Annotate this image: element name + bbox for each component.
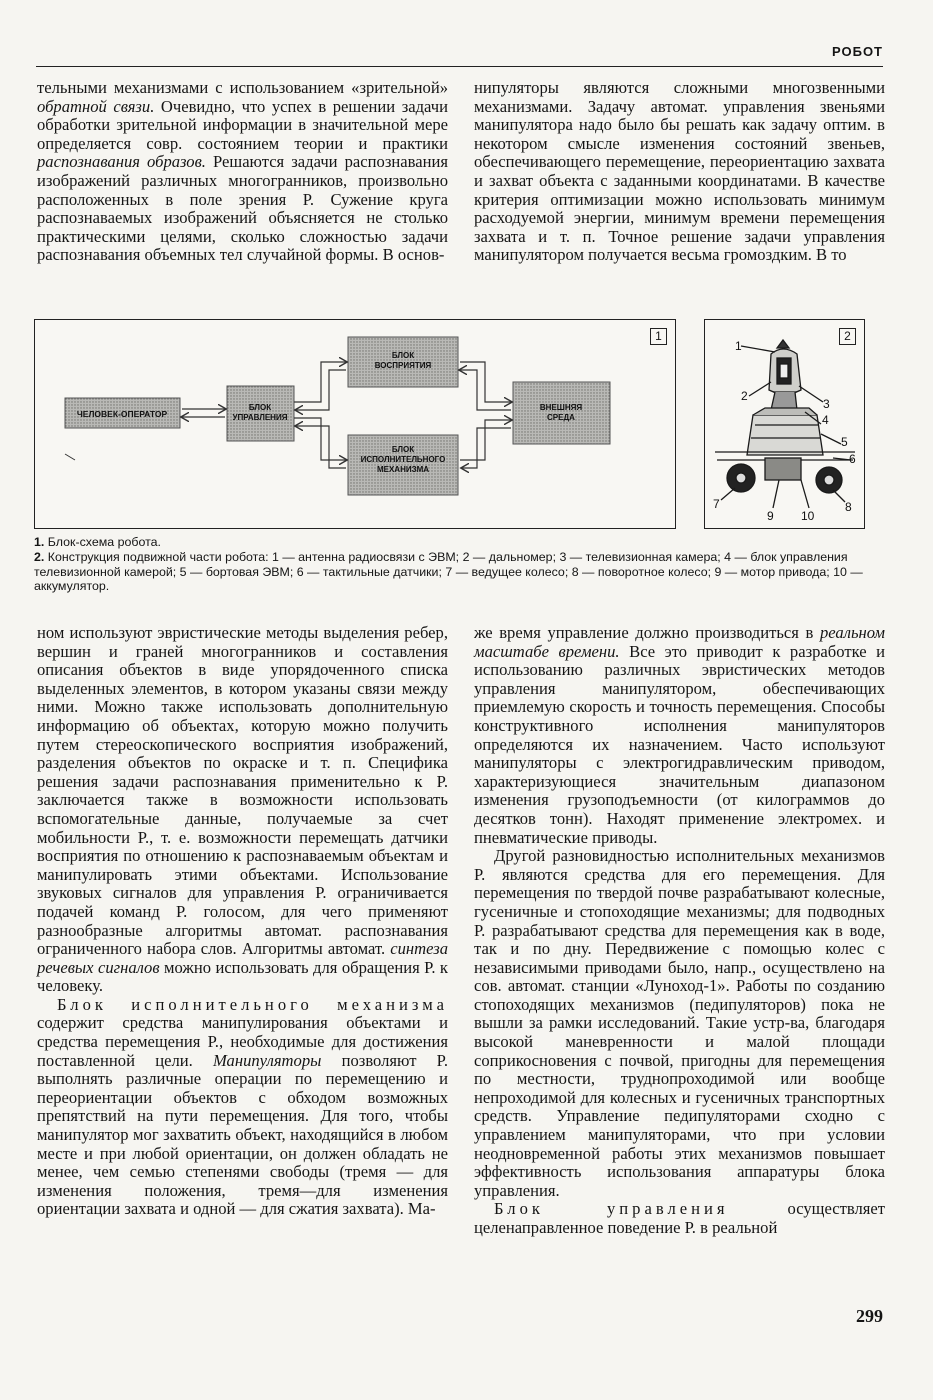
label-7: 7 <box>713 497 720 511</box>
control-label-2: УПРАВЛЕНИЯ <box>232 413 288 422</box>
executive-label-3: МЕХАНИЗМА <box>376 465 430 474</box>
paragraph: тельными механизмами с использованием «зрительной» обратной связи. Очевидно, что успех в решении задачи обработки зрительной информации в значительной мере определяется совр. состоянием теории и практики распознавания образов. Решаются задачи распознавания изображений различных многогранников, произвольно расположенных в поле зрения Р. Сужение круга распознаваемых изображений объясняется не столько практическими целями, сколько сложностью задачи распознавания объемных тел случайной формы. В основ- <box>37 78 448 265</box>
column-bottom-right <box>474 624 885 1238</box>
column-top-right <box>474 79 885 265</box>
running-head: РОБОТ <box>831 44 883 59</box>
label-4: 4 <box>822 413 829 427</box>
executive-label-1: БЛОК <box>391 445 415 454</box>
column-bottom-left <box>37 624 448 1219</box>
paragraph: нипуляторы являются сложными многозвенными механизмами. Задачу автомат. управления звеньями манипулятора надо было бы решать как задачу оптим. в некотором смысле изменения состояний звеньев, обеспечивающего перемещение, переориентацию захвата и захват объекта с заданными координатами. В качестве критерия оптимизации можно использовать минимум расходуемой энергии, минимум времени перемещения захвата и т. п. Точное решение задачи управления манипулятором получается весьма громоздким. В то <box>474 78 885 265</box>
label-5: 5 <box>841 435 848 449</box>
figure-robot-drawing <box>704 319 865 529</box>
label-6: 6 <box>849 452 856 466</box>
figure-number: 2 <box>839 328 856 345</box>
perception-label-1: БЛОК <box>391 351 415 360</box>
environment-label-1: ВНЕШНЯЯ <box>539 403 583 412</box>
label-10: 10 <box>801 509 815 523</box>
figure-caption <box>34 535 884 594</box>
paragraph: же время управление должно производиться в реальном масштабе времени. Все это приводит к разработке и использованию различных эвристических методов управления манипулятором, обеспечивающих приемлемую скорость и точность перемещения. Способы конструктивного исполнения манипуляторов определяются их назначением. Часто используют манипуляторы с электрогидравлическим приводом, характеризующиеся значительным диапазоном изменения грузоподъемности (от килограммов до десятков тонн). Находят применение электромех. и пневматические приводы. <box>474 623 885 847</box>
operator-label: ЧЕЛОВЕК-ОПЕРАТОР <box>76 409 168 419</box>
column-top-left <box>37 79 448 265</box>
executive-label-2: ИСПОЛНИТЕЛЬНОГО <box>360 455 446 464</box>
label-9: 9 <box>767 509 774 523</box>
figure-number: 1 <box>650 328 667 345</box>
caption-line: 1. Блок-схема робота. <box>34 535 161 549</box>
control-label-1: БЛОК <box>248 403 272 412</box>
paragraph: ном используют эвристические методы выделения ребер, вершин и граней многогранников и составления описания объектов в виде упорядоченного списка выделенных элементов, в котором указаны связи между ними. Можно также использовать дополнительную информацию об объектах, которую можно получить путем стереоскопического восприятия изображений, разделения объектов по окраске и т. п. Специфика решения задачи распознавания применительно к Р. заключается также в возможности использовать вспомогательные данные, получаемые за счет мобильности Р., т. е. возможности перемещать датчики восприятия по отношению к распознаваемым объектам и манипулировать этими объектами. Использование звуковых сигналов для управления Р. ограничивается подачей команд Р. голосом, для чего применяют разнообразные алгоритмы автомат. распознавания ограниченного набора слов. Алгоритмы автомат. синтеза речевых сигналов можно использовать для обращения Р. к человеку. <box>37 623 448 996</box>
paragraph: Блок управления осуществляет целенаправленное поведение Р. в реальной <box>474 1199 885 1237</box>
caption-line: 2. Конструкция подвижной части робота: 1 — антенна радиосвязи с ЭВМ; 2 — дальномер; 3 — телевизионная камера; 4 — блок управления телевизионной камерой; 5 — бортовая ЭВМ; 6 — тактильные датчики; 7 — ведущее колесо; 8 — поворотное колесо; 9 — мотор привода; 10 — аккумулятор. <box>34 549 863 594</box>
label-2: 2 <box>741 389 748 403</box>
header-rule <box>36 66 883 67</box>
figure-block-diagram <box>34 319 676 529</box>
environment-label-2: СРЕДА <box>547 413 575 422</box>
label-3: 3 <box>823 397 830 411</box>
label-1: 1 <box>735 339 742 353</box>
robot-illustration <box>715 340 855 508</box>
paragraph: Другой разновидностью исполнительных механизмов Р. являются средства для его перемещения. Для перемещения по твердой почве разрабатывают колесные, гусеничные и стопоходящие механизмы; для подводных Р. разрабатывают средства для перемещения как в воде, так и по дну. Передвижение с помощью колес с независимыми приводами было, напр., осуществлено на сов. автомат. станции «Луноход-1». Работы по созданию стопоходящих механизмов (педипуляторов) пока не вышли за рамки исследований. Такие устр-ва, благодаря высокой маневренности и малой площади соприкосновения с почвой, пригодны для перемещения по местности, труднопроходимой или вообще непроходимой для колесных и гусеничных транспортных средств. Управление педипуляторами сходно с управлением манипуляторами, что при условии неодновременной работы этих механизмов повышает эффективность использования аппаратуры блока управления. <box>474 846 885 1200</box>
paragraph: Блок исполнительного механизма содержит средства манипулирования объектами и средства перемещения Р., необходимые для достижения поставленной цели. Манипуляторы позволяют Р. выполнять различные операции по перемещению и переориентации объектов с обходом возможных препятствий на пути перемещения. Для того, чтобы манипулятор мог захватить объект, находящийся в любом месте и при любой ориентации, он должен обладать не менее, чем семью степенями свободы (тремя — для изменения положения, тремя—для изменения ориентации захвата и одной — для сжатия захвата). Ма- <box>37 994 448 1219</box>
page-number: 299 <box>856 1306 883 1326</box>
label-8: 8 <box>845 500 852 514</box>
perception-label-2: ВОСПРИЯТИЯ <box>374 361 432 370</box>
